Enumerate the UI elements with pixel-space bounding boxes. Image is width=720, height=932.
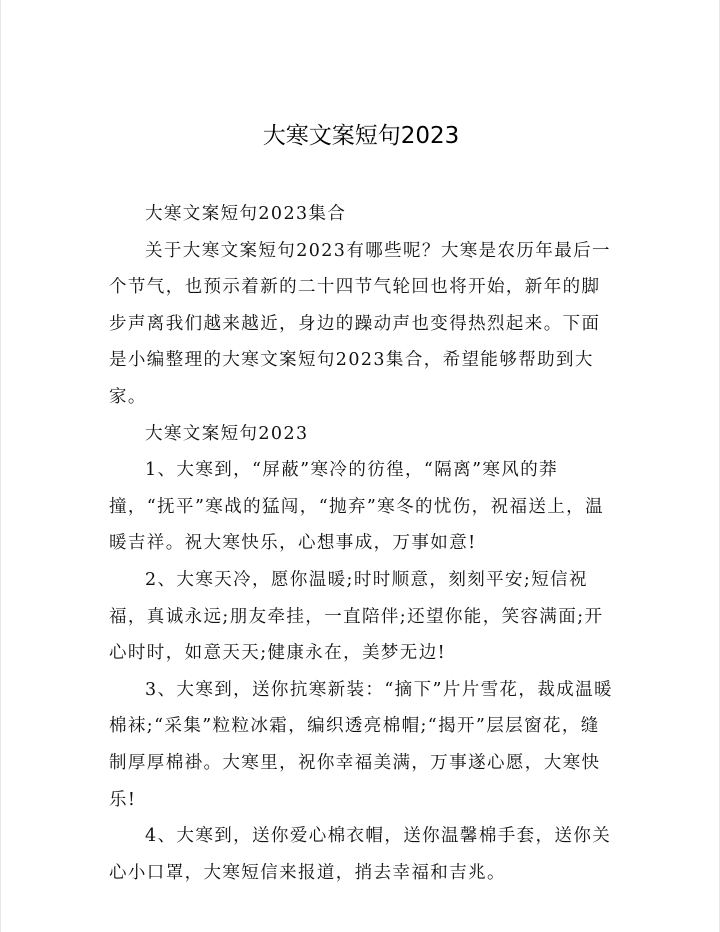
section-heading: 大寒文案短句2023: [145, 423, 309, 444]
subtitle-paragraph: 大寒文案短句2023集合: [145, 204, 347, 224]
document-body: [109, 196, 617, 891]
list-item-3: 3、大寒到，送你抗寒新装：“摘下”片片雪花，裁成温暖棉袜;“采集”粒粒冰霜，编织透亮棉帽;“揭开”层层窗花，缝制厚厚棉褂。大寒里，祝你幸福美满，万事遂心愿，大寒快乐!: [109, 679, 613, 810]
document-title: 大寒文案短句2023: [262, 123, 460, 149]
list-item-2: 2、大寒天冷，愿你温暖;时时顺意，刻刻平安;短信祝福，真诚永远;朋友牵挂，一直陪伴;还望你能，笑容满面;开心时时，如意天天;健康永在，美梦无边!: [109, 569, 604, 664]
list-item-4: 4、大寒到，送你爱心棉衣帽，送你温馨棉手套，送你关心小口罩，大寒短信来报道，捎去幸福和吉兆。: [109, 826, 612, 883]
list-item-1: 1、大寒到，“屏蔽”寒冷的彷徨，“隔离”寒风的莽撞，“抚平”寒战的猛闯，“抛弃”寒冬的忧伤，祝福送上，温暖吉祥。祝大寒快乐，心想事成，万事如意!: [109, 460, 604, 554]
intro-paragraph: 关于大寒文案短句2023有哪些呢？大寒是农历年最后一个节气，也预示着新的二十四节气轮回也将开始，新年的脚步声离我们越来越近，身边的躁动声也变得热烈起来。下面是小编整理的大寒文案短句2023集合，希望能够帮助到大家。: [109, 240, 611, 407]
